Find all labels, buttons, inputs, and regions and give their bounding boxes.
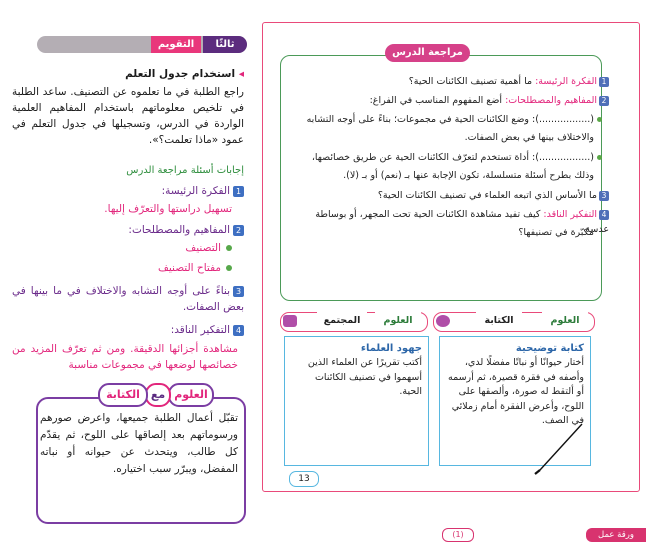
page-number: 13 xyxy=(289,471,319,487)
band-science-writing xyxy=(433,312,595,332)
review-q4: 4التفكير الناقد: كيف تفيد مشاهدة الكائنات الحية تحت المجهر، أو بوساطة عدسة xyxy=(315,209,609,235)
review-q2-b: (.................): أداة تستخدم لتعرّف الكائنات الحية عن طريق خصائصها، xyxy=(296,150,602,165)
answer-2-label: 2المفاهيم والمصطلحات: xyxy=(12,222,244,238)
band-science-society xyxy=(280,312,428,332)
band-writing-label: الكتابة xyxy=(476,312,522,330)
section-bar xyxy=(37,36,247,53)
panel-writing-text: أختار حيوانًا أو نباتًا مفضلًا لدي، وأصفه في فقرة قصيرة، ثم أرسمه أو ألتقط له صورة، وألصقها على اللوح، وأعرض الفقرة أمام زملائي في الصف. xyxy=(448,357,584,426)
panel-scientists-title: جهود العلماء xyxy=(360,343,422,354)
teacher-notes xyxy=(0,0,252,542)
panel-scientists-text: أكتب تقريرًا عن العلماء الذين أسهموا في تصنيف الكائنات الحية. xyxy=(307,357,422,397)
review-q2-b2: وذلك بطرح أسئلة متسلسلة، تكون الإجابة عنها بـ (نعم) أو بـ (لا). xyxy=(343,170,594,181)
section-number: ثالثًا xyxy=(203,36,247,53)
tag-writing: الكتابة xyxy=(98,383,148,407)
band-science-label-2: العلوم xyxy=(542,312,588,330)
review-q3: 3ما الأساس الذي اتبعه العلماء في تصنيف الكائنات الحية؟ xyxy=(291,188,609,203)
answer-2a: التصنيف xyxy=(0,240,232,256)
answer-4-label: 4التفكير الناقد: xyxy=(12,322,244,338)
review-q4-b: مكبّرة في تصنيفها؟ xyxy=(518,227,594,238)
panel-writing-title: كتابة توضيحية xyxy=(515,343,584,354)
intro-text: راجع الطلبة في ما تعلموه عن التصنيف. ساعد الطلبة في تلخيص معلوماتهم باستخدام المفاهيم العلمية الواردة في الدرس، وتسجيلها في جدول التعلم في عمود «ماذا تعلمت؟». xyxy=(12,86,244,146)
tag-science: العلوم xyxy=(168,383,214,407)
panel-scientists xyxy=(284,336,429,466)
writing-icon xyxy=(436,315,450,327)
worksheet-number: (1) xyxy=(442,528,474,542)
review-q2-a2: والاختلاف بينها في بعض الصفات. xyxy=(464,132,594,143)
band-society-label: المجتمع xyxy=(317,312,367,330)
answer-3: 3بناءً على أوجه التشابه والاختلاف في ما بينها في بعض الصفات. xyxy=(12,285,244,313)
society-icon xyxy=(283,315,297,327)
review-q1: 1الفكرة الرئيسة: ما أهمية تصنيف الكائنات الحية؟ xyxy=(291,74,609,89)
answer-1-label: 1الفكرة الرئيسة: xyxy=(12,183,244,199)
review-q2-a: (.................): وضع الكائنات الحية في مجموعات؛ بناءً على أوجه التشابه xyxy=(296,112,602,127)
answer-2b: مفتاح التصنيف xyxy=(0,260,232,276)
science-writing-text: تقبّل أعمال الطلبة جميعها، واعرض صورهم ورسوماتهم بعد إلصاقها على اللوح، ثم يقدّم كل طالب، ويتحدث عن حيوانه أو نباته المفضل، ويبرّر سبب اختياره. xyxy=(40,412,238,475)
heading: ◂ استخدام جدول التعلم xyxy=(125,68,244,80)
answer-1: تسهيل دراستها والتعرّف إليها. xyxy=(104,203,232,215)
answer-4: مشاهدة أجزائها الدقيقة. ومن ثم تعرّف المزيد من خصائصها لوضعها في مجموعات مناسبة xyxy=(12,343,238,371)
review-q2: 2المفاهيم والمصطلحات: أضع المفهوم المناسب في الفراغ: xyxy=(291,93,609,108)
section-title: التقويم xyxy=(151,36,201,53)
worksheet-tag: ورقة عمل xyxy=(586,528,646,542)
pen-line-icon xyxy=(530,420,586,476)
answers-heading: إجابات أسئلة مراجعة الدرس xyxy=(126,165,244,176)
science-writing-tag xyxy=(100,381,214,407)
tag-with: مع xyxy=(145,383,171,407)
band-science-label-1: العلوم xyxy=(375,312,421,330)
lesson-review-tag: مراجعة الدرس xyxy=(385,44,470,62)
